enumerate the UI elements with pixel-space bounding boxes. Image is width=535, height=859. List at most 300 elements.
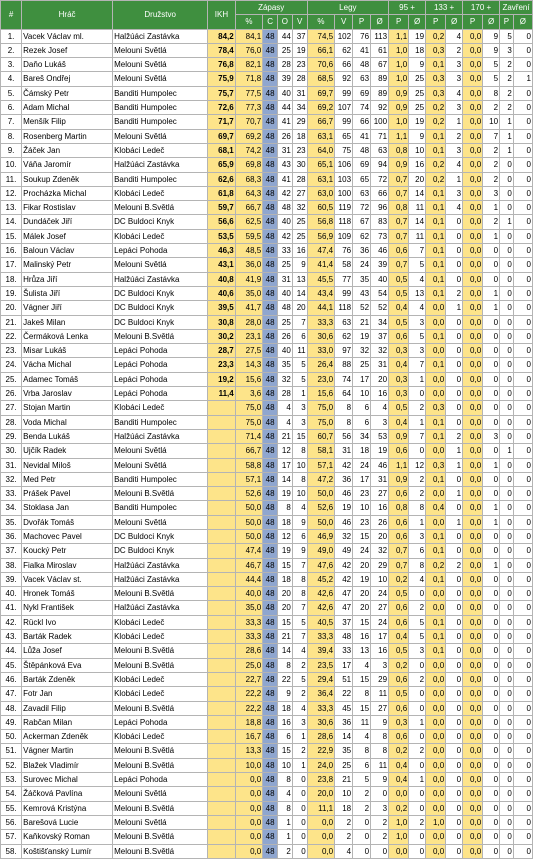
table-cell: 9 [292, 544, 307, 558]
table-cell: 0,0 [463, 487, 483, 501]
table-cell: 49. [1, 715, 22, 729]
team-name: Klobáci Ledeč [113, 186, 208, 200]
table-cell: 0,0 [463, 544, 483, 558]
table-cell: 29 [292, 115, 307, 129]
player-name: Čámský Petr [22, 86, 113, 100]
table-cell: 0 [513, 815, 532, 829]
subheader-cell: % [235, 15, 262, 29]
table-cell: 0,0 [463, 72, 483, 86]
table-cell: 6 [292, 529, 307, 543]
table-cell: 0 [409, 787, 426, 801]
table-cell: 26 [371, 515, 389, 529]
table-cell: 15 [353, 701, 371, 715]
table-cell [208, 744, 235, 758]
table-cell: 0 [513, 801, 532, 815]
table-cell: 5 [409, 615, 426, 629]
table-cell: 1 [446, 458, 463, 472]
table-cell: 0,6 [389, 615, 409, 629]
table-cell: 44. [1, 644, 22, 658]
table-cell: 29,4 [307, 672, 334, 686]
table-cell: 22 [278, 672, 293, 686]
table-cell: 46 [335, 515, 353, 529]
table-cell: 0 [446, 787, 463, 801]
table-cell: 0 [513, 515, 532, 529]
table-cell: 3 [409, 315, 426, 329]
table-cell: 0 [446, 415, 463, 429]
table-cell: 0,0 [426, 658, 446, 672]
table-cell: 56 [335, 429, 353, 443]
team-name: Halžúáci Zastávka [113, 272, 208, 286]
table-cell: 0,0 [389, 844, 409, 858]
team-name: Melouni B.Světlá [113, 844, 208, 858]
table-cell: 33,3 [235, 630, 262, 644]
subheader-cell: V [335, 15, 353, 29]
table-row [1, 29, 533, 43]
table-cell: 48 [278, 301, 293, 315]
player-name: Dvořák Tomáš [22, 515, 113, 529]
player-name: Fotr Jan [22, 687, 113, 701]
col-ikh: IKH [208, 1, 235, 30]
table-cell: 0 [446, 229, 463, 243]
table-cell: 106 [335, 158, 353, 172]
table-cell: 66,7 [307, 115, 334, 129]
table-cell: 25 [292, 215, 307, 229]
table-cell: 0 [513, 115, 532, 129]
table-cell: 17 [353, 372, 371, 386]
table-cell: 28 [292, 172, 307, 186]
table-cell: 31. [1, 458, 22, 472]
table-cell: 5 [409, 630, 426, 644]
table-cell: 0 [483, 444, 500, 458]
table-cell: 1 [292, 387, 307, 401]
table-cell: 0,3 [426, 43, 446, 57]
table-cell: 0,0 [463, 701, 483, 715]
table-cell: 5 [292, 672, 307, 686]
table-cell: 35 [278, 358, 293, 372]
team-name: DC Buldoci Knyk [113, 315, 208, 329]
table-cell: 0 [500, 315, 514, 329]
table-cell: 0 [500, 186, 514, 200]
table-cell: 69,7 [307, 86, 334, 100]
table-cell: 0,3 [389, 387, 409, 401]
table-cell: 0 [409, 587, 426, 601]
table-cell: 0,1 [426, 529, 446, 543]
team-name: Banditi Humpolec [113, 172, 208, 186]
table-cell: 97 [335, 344, 353, 358]
player-name: Soukup Zdeněk [22, 172, 113, 186]
table-cell: 0,1 [426, 58, 446, 72]
table-cell [208, 830, 235, 844]
table-cell: 2 [483, 143, 500, 157]
table-cell: 0,0 [463, 387, 483, 401]
table-cell: 0,0 [235, 815, 262, 829]
table-row [1, 544, 533, 558]
table-cell: 0,0 [463, 143, 483, 157]
team-name: Melouni B.Světlá [113, 487, 208, 501]
team-name: Melouni Světlá [113, 787, 208, 801]
table-cell: 0 [513, 301, 532, 315]
table-row [1, 401, 533, 415]
table-cell: 23,8 [307, 773, 334, 787]
table-cell: 0 [483, 358, 500, 372]
table-cell: 0 [446, 830, 463, 844]
table-cell: 22,2 [235, 701, 262, 715]
table-cell: 0,0 [463, 101, 483, 115]
table-cell: 0,7 [389, 544, 409, 558]
col-idx: # [1, 1, 22, 30]
table-cell: 1 [446, 444, 463, 458]
table-cell: 102 [335, 29, 353, 43]
table-row [1, 387, 533, 401]
table-cell: 69,2 [235, 129, 262, 143]
table-cell: 23,1 [235, 329, 262, 343]
table-cell: 48 [263, 358, 278, 372]
table-cell: 0 [446, 472, 463, 486]
table-cell: 0,1 [426, 244, 446, 258]
table-cell: 0 [500, 558, 514, 572]
table-row [1, 572, 533, 586]
table-cell: 4 [446, 29, 463, 43]
table-cell: 17 [278, 458, 293, 472]
player-name: Kaňkovský Roman [22, 830, 113, 844]
table-cell: 25,0 [235, 658, 262, 672]
subheader-cell: C [263, 15, 278, 29]
table-cell: 62 [335, 329, 353, 343]
table-cell: 1 [409, 372, 426, 386]
table-cell: 1 [446, 301, 463, 315]
player-name: Bareš Ondřej [22, 72, 113, 86]
table-body [1, 29, 533, 858]
table-cell: 0 [513, 286, 532, 300]
table-cell: 16 [371, 387, 389, 401]
table-cell: 60,5 [307, 201, 334, 215]
table-cell: 0,6 [389, 444, 409, 458]
table-cell: 37 [335, 615, 353, 629]
table-cell: 7 [292, 601, 307, 615]
table-cell: 0 [483, 787, 500, 801]
group-zapasy: Zápasy [235, 1, 307, 15]
table-cell: 8 [371, 730, 389, 744]
table-cell: 54 [371, 286, 389, 300]
team-name: DC Buldoci Knyk [113, 215, 208, 229]
team-name: Melouni B.Světlá [113, 644, 208, 658]
table-cell [208, 601, 235, 615]
player-name: Čermáková Lenka [22, 329, 113, 343]
table-cell: 0 [483, 672, 500, 686]
table-cell: 8 [409, 558, 426, 572]
table-cell: 0,0 [426, 687, 446, 701]
team-name: Lepáci Pohoda [113, 244, 208, 258]
table-cell: 19 [278, 544, 293, 558]
table-cell: 0 [513, 687, 532, 701]
table-cell: 0 [483, 730, 500, 744]
table-cell: 15 [292, 429, 307, 443]
table-cell: 11,4 [208, 387, 235, 401]
table-cell: 44,4 [235, 572, 262, 586]
table-cell: 10,0 [235, 758, 262, 772]
table-cell: 58,8 [235, 458, 262, 472]
table-cell: 4. [1, 72, 22, 86]
table-cell: 2 [409, 815, 426, 829]
table-cell: 10 [292, 458, 307, 472]
table-cell: 24,0 [307, 758, 334, 772]
table-cell: 47 [335, 587, 353, 601]
player-name: Váňa Jaromír [22, 158, 113, 172]
table-cell: 0 [500, 458, 514, 472]
table-cell: 0 [483, 244, 500, 258]
table-cell: 2 [371, 830, 389, 844]
table-row [1, 458, 533, 472]
table-cell: 13 [292, 272, 307, 286]
table-cell: 18,8 [235, 715, 262, 729]
table-cell: 5 [292, 615, 307, 629]
table-cell: 8 [278, 658, 293, 672]
table-cell: 4 [409, 572, 426, 586]
table-cell: 0,0 [463, 730, 483, 744]
table-cell: 0,8 [389, 143, 409, 157]
table-cell: 3 [292, 401, 307, 415]
team-name: Banditi Humpolec [113, 472, 208, 486]
table-cell: 0 [500, 301, 514, 315]
table-cell: 48 [263, 372, 278, 386]
table-cell: 4 [278, 415, 293, 429]
table-cell [208, 815, 235, 829]
table-cell: 12. [1, 186, 22, 200]
table-cell: 0,2 [426, 558, 446, 572]
table-cell [208, 501, 235, 515]
table-cell: 0,2 [426, 158, 446, 172]
table-row [1, 558, 533, 572]
table-cell: 15 [278, 744, 293, 758]
table-cell: 0,6 [389, 730, 409, 744]
table-cell: 3 [446, 186, 463, 200]
table-cell: 88 [335, 358, 353, 372]
table-cell: 8 [278, 773, 293, 787]
table-cell: 63,0 [307, 186, 334, 200]
table-cell: 15,6 [307, 387, 334, 401]
team-name: Banditi Humpolec [113, 101, 208, 115]
team-name: Lepáci Pohoda [113, 715, 208, 729]
table-cell: 9 [371, 715, 389, 729]
table-cell: 0 [483, 572, 500, 586]
table-row [1, 444, 533, 458]
table-cell: 12 [278, 444, 293, 458]
table-cell: 0 [500, 830, 514, 844]
table-cell: 0 [500, 272, 514, 286]
table-cell: 74 [335, 372, 353, 386]
table-cell: 48 [278, 201, 293, 215]
table-cell: 20,0 [307, 787, 334, 801]
table-cell: 0 [500, 730, 514, 744]
table-row [1, 43, 533, 57]
table-cell: 0,0 [426, 387, 446, 401]
table-cell: 0 [513, 372, 532, 386]
table-cell: 48 [263, 215, 278, 229]
table-cell: 0 [483, 801, 500, 815]
table-cell: 0,2 [426, 172, 446, 186]
team-name: Melouni Světlá [113, 129, 208, 143]
table-cell: 32 [292, 201, 307, 215]
player-name: Misar Lukáš [22, 344, 113, 358]
table-cell: 19 [292, 43, 307, 57]
table-cell: 72 [353, 201, 371, 215]
table-row [1, 715, 533, 729]
table-cell: 1,0 [389, 115, 409, 129]
table-cell: 0 [513, 329, 532, 343]
table-cell: 0,5 [389, 401, 409, 415]
table-cell: 7 [409, 429, 426, 443]
table-cell: 10 [292, 487, 307, 501]
table-cell: 57,1 [307, 458, 334, 472]
table-cell: 0,0 [463, 129, 483, 143]
table-cell: 14 [278, 472, 293, 486]
table-cell [208, 644, 235, 658]
table-cell: 48 [263, 387, 278, 401]
table-cell: 78,4 [208, 43, 235, 57]
table-cell: 0,0 [463, 358, 483, 372]
player-name: Vágner Jiří [22, 301, 113, 315]
group-133: 133 + [426, 1, 463, 15]
table-cell: 26,4 [307, 358, 334, 372]
table-cell: 58. [1, 844, 22, 858]
player-name: Barták Zdeněk [22, 672, 113, 686]
player-name: Jakeš Milan [22, 315, 113, 329]
table-cell: 0 [500, 801, 514, 815]
table-cell: 99 [335, 86, 353, 100]
table-cell: 0,0 [463, 444, 483, 458]
table-cell: 1 [483, 515, 500, 529]
team-name: DC Buldoci Knyk [113, 544, 208, 558]
table-cell: 0,0 [463, 158, 483, 172]
table-cell: 50. [1, 730, 22, 744]
table-cell: 0,0 [426, 844, 446, 858]
table-cell: 0,1 [426, 286, 446, 300]
subheader-cell: P [463, 15, 483, 29]
table-cell: 20 [292, 301, 307, 315]
team-name: Klobáci Ledeč [113, 730, 208, 744]
table-cell: 8 [278, 501, 293, 515]
table-cell: 1. [1, 29, 22, 43]
table-cell: 16,7 [235, 730, 262, 744]
table-cell: 41. [1, 601, 22, 615]
table-cell: 1 [483, 458, 500, 472]
table-cell: 71,8 [235, 72, 262, 86]
table-row [1, 758, 533, 772]
table-cell: 99 [335, 115, 353, 129]
table-cell: 0 [513, 387, 532, 401]
table-cell: 26. [1, 387, 22, 401]
table-cell: 0 [446, 315, 463, 329]
subheader-cell: Ø [513, 15, 532, 29]
table-cell: 94 [371, 158, 389, 172]
table-row [1, 372, 533, 386]
table-cell: 62 [353, 229, 371, 243]
table-cell: 68,3 [235, 172, 262, 186]
table-cell: 37. [1, 544, 22, 558]
table-cell: 1 [483, 501, 500, 515]
table-row [1, 515, 533, 529]
table-cell: 40 [371, 272, 389, 286]
table-cell: 0,2 [389, 658, 409, 672]
table-cell: 62,5 [235, 215, 262, 229]
table-cell: 8 [335, 415, 353, 429]
player-name: Prášek Pavel [22, 487, 113, 501]
table-row [1, 687, 533, 701]
table-cell: 0,2 [389, 572, 409, 586]
table-cell: 0,0 [463, 558, 483, 572]
table-cell: 0,0 [463, 458, 483, 472]
player-name: Daňo Lukáš [22, 58, 113, 72]
table-cell: 0,1 [426, 201, 446, 215]
table-cell: 0 [446, 672, 463, 686]
table-row [1, 115, 533, 129]
team-name: Melouni B.Světlá [113, 744, 208, 758]
table-cell: 0 [353, 844, 371, 858]
table-cell: 0,0 [463, 472, 483, 486]
table-cell: 0,1 [426, 572, 446, 586]
table-cell: 0,0 [463, 744, 483, 758]
table-cell: 0,0 [426, 672, 446, 686]
table-cell: 1 [409, 415, 426, 429]
player-name: Fikar Rostislav [22, 201, 113, 215]
table-cell: 20 [278, 601, 293, 615]
table-cell: 50,0 [235, 515, 262, 529]
table-cell: 0 [500, 429, 514, 443]
table-cell: 0 [483, 815, 500, 829]
table-cell: 0,0 [426, 315, 446, 329]
table-cell: 48 [263, 129, 278, 143]
table-cell: 67 [353, 215, 371, 229]
table-cell: 0,7 [389, 172, 409, 186]
player-name: Stojan Martin [22, 401, 113, 415]
table-cell: 0 [513, 215, 532, 229]
table-cell: 0,6 [389, 672, 409, 686]
table-cell [208, 730, 235, 744]
table-cell: 48 [263, 672, 278, 686]
table-cell: 41,9 [235, 272, 262, 286]
table-cell: 0 [483, 615, 500, 629]
table-cell: 40 [278, 86, 293, 100]
player-name: Barták Radek [22, 630, 113, 644]
table-cell: 63,1 [307, 172, 334, 186]
team-name: DC Buldoci Knyk [113, 286, 208, 300]
table-cell: 0,0 [463, 244, 483, 258]
table-cell: 7. [1, 115, 22, 129]
table-cell: 4 [446, 86, 463, 100]
table-cell: 2. [1, 43, 22, 57]
table-cell: 0 [446, 358, 463, 372]
table-cell: 1 [278, 830, 293, 844]
table-cell: 0 [513, 172, 532, 186]
table-cell: 2 [409, 601, 426, 615]
table-cell: 31 [335, 444, 353, 458]
table-cell: 3 [371, 415, 389, 429]
table-cell: 68,1 [208, 143, 235, 157]
team-name: Melouni B.Světlá [113, 758, 208, 772]
table-cell: 56,8 [307, 215, 334, 229]
table-cell [208, 787, 235, 801]
table-cell: 14. [1, 215, 22, 229]
table-cell: 0,4 [389, 630, 409, 644]
team-name: Klobáci Ledeč [113, 630, 208, 644]
table-cell: 18 [278, 515, 293, 529]
table-cell: 66 [335, 58, 353, 72]
table-cell: 3 [446, 101, 463, 115]
table-cell [208, 401, 235, 415]
table-cell: 4 [292, 644, 307, 658]
table-cell: 0 [500, 630, 514, 644]
table-cell: 0 [483, 658, 500, 672]
